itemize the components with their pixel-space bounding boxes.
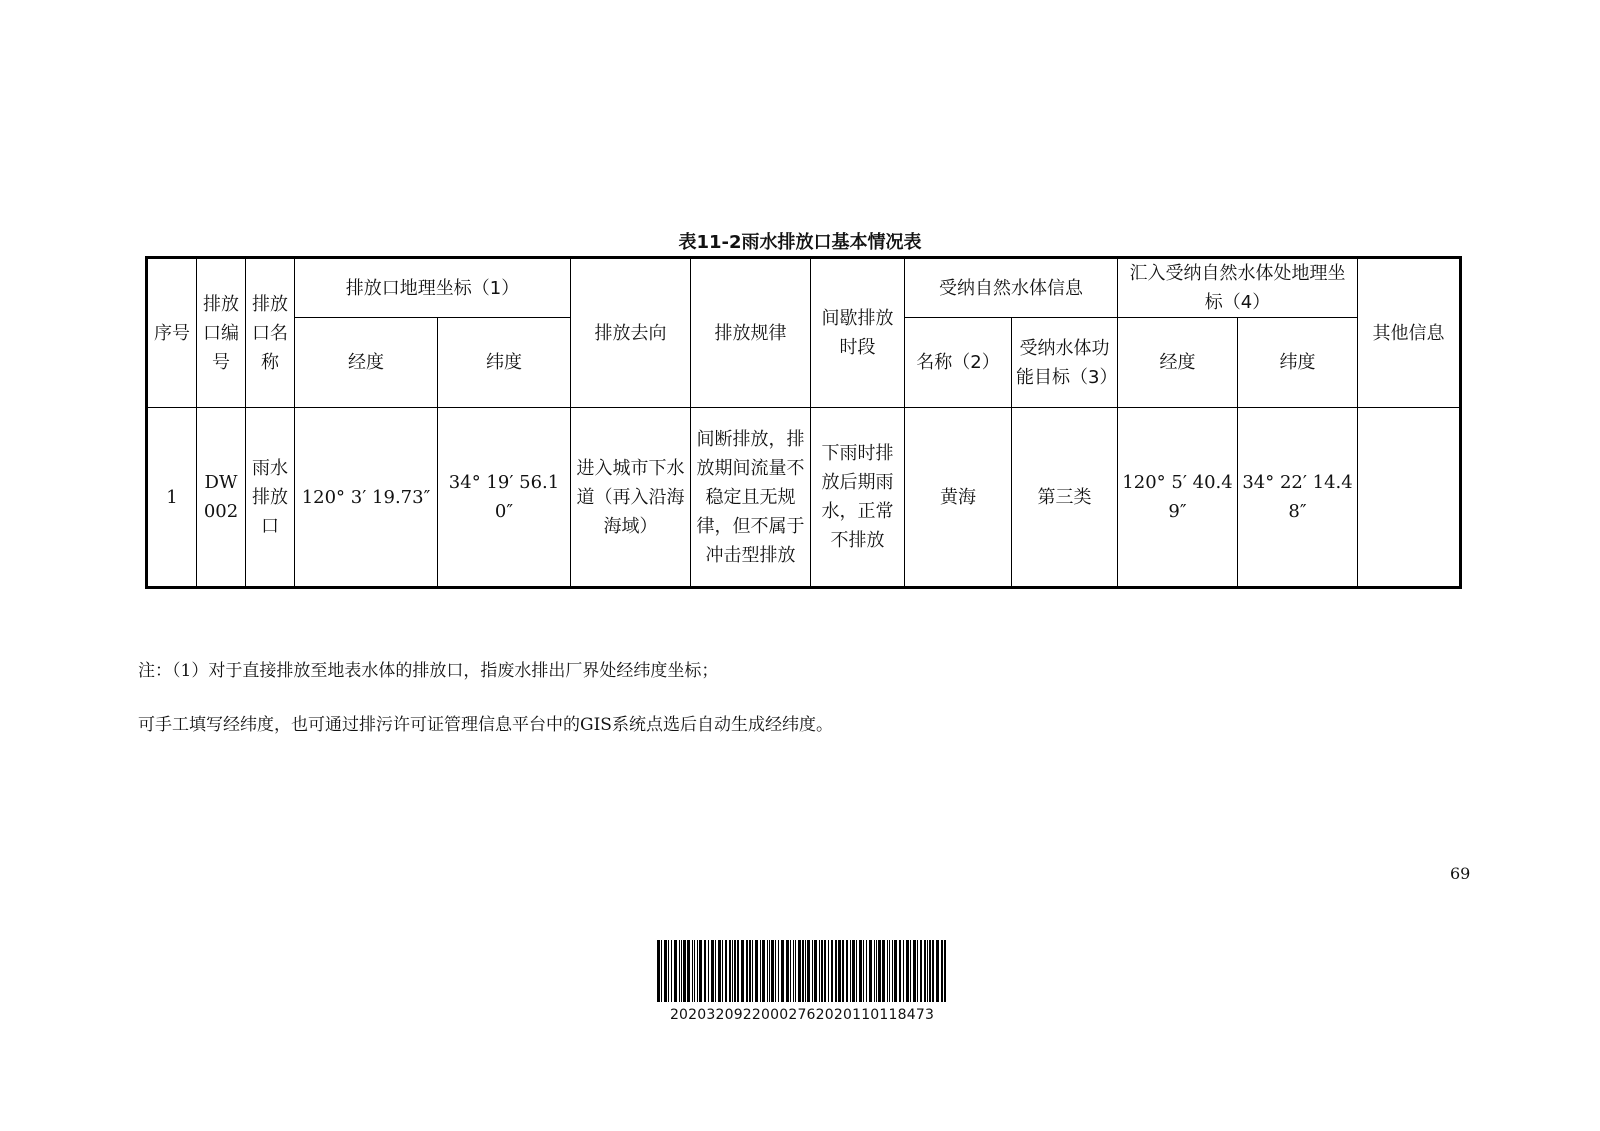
barcode-bar (899, 940, 901, 1002)
barcode-bar (715, 940, 716, 1002)
page-number: 69 (1450, 864, 1471, 883)
barcode-bar (866, 940, 867, 1002)
barcode-bar (876, 940, 877, 1002)
barcode-bar (856, 940, 857, 1002)
barcode-bar (760, 940, 761, 1002)
barcode-bar (681, 940, 682, 1002)
barcode-bar (882, 940, 885, 1002)
cell-seq: 1 (147, 408, 197, 588)
header-intermittent-period: 间歇排放时段 (811, 258, 905, 408)
barcode-bar (850, 940, 851, 1002)
barcode-bar (752, 940, 753, 1002)
barcode-bar (790, 940, 791, 1002)
barcode-bar (661, 940, 662, 1002)
barcode-bar (906, 940, 909, 1002)
barcode-bar (657, 940, 660, 1002)
cell-outlet-name: 雨水排放口 (246, 408, 295, 588)
barcode-bar (941, 940, 943, 1002)
header-inflow-longitude: 经度 (1118, 318, 1238, 408)
barcode-bar (795, 940, 796, 1002)
barcode-bar (767, 940, 768, 1002)
barcode-bar (679, 940, 680, 1002)
header-row-1 (147, 258, 1461, 318)
barcode-bar (821, 940, 823, 1002)
barcode-bar (903, 940, 904, 1002)
barcode-bar (668, 940, 669, 1002)
cell-intermittent-period: 下雨时排放后期雨水，正常不排放 (811, 408, 905, 588)
barcode-bar (807, 940, 810, 1002)
barcode-bar (910, 940, 911, 1002)
barcode-bar (762, 940, 765, 1002)
cell-inflow-longitude: 120° 5′ 40.49″ (1118, 408, 1238, 588)
header-seq: 序号 (147, 258, 197, 408)
barcode-bar (704, 940, 706, 1002)
barcode-bar (846, 940, 848, 1002)
barcode-bar (842, 940, 844, 1002)
barcode-bar (683, 940, 686, 1002)
barcode-bar (805, 940, 806, 1002)
barcode-bar (835, 940, 837, 1002)
barcode-bar (741, 940, 744, 1002)
barcode-bar (711, 940, 714, 1002)
barcode-bar (694, 940, 695, 1002)
barcode-bar (722, 940, 723, 1002)
header-longitude: 经度 (295, 318, 438, 408)
barcode-bar (824, 940, 826, 1002)
barcode-bar (749, 940, 751, 1002)
header-latitude: 纬度 (438, 318, 571, 408)
barcode-bar (917, 940, 918, 1002)
note-line-2: 可手工填写经纬度，也可通过排污许可证管理信息平台中的GIS系统点选后自动生成经纬度。 (138, 715, 833, 735)
cell-direction: 进入城市下水道（再入沿海海域） (571, 408, 691, 588)
barcode-bar (775, 940, 776, 1002)
barcode-bar (802, 940, 804, 1002)
barcode-bar (920, 940, 922, 1002)
barcode-bar (732, 940, 733, 1002)
barcode-bar (771, 940, 774, 1002)
barcode-bar (786, 940, 789, 1002)
cell-other (1358, 408, 1461, 588)
barcode-bar (734, 940, 736, 1002)
barcode-bar (708, 940, 709, 1002)
cell-longitude: 120° 3′ 19.73″ (295, 408, 438, 588)
barcode-bar (692, 940, 693, 1002)
cell-inflow-latitude: 34° 22′ 14.48″ (1238, 408, 1358, 588)
barcode-bar (894, 940, 897, 1002)
header-inflow-coord: 汇入受纳自然水体处地理坐标（4） (1118, 258, 1358, 318)
header-outlet-name: 排放口名称 (246, 258, 295, 408)
header-outlet-code: 排放口编号 (197, 258, 246, 408)
barcode-bar (874, 940, 875, 1002)
cell-outlet-code: DW002 (197, 408, 246, 588)
barcode-bar (944, 940, 946, 1002)
cell-pattern: 间断排放，排放期间流量不稳定且无规律，但不属于冲击型排放 (691, 408, 811, 588)
barcode-bar (863, 940, 864, 1002)
barcode-graphic (657, 940, 947, 1002)
barcode-bar (699, 940, 702, 1002)
note-line-1: 注：（1）对于直接排放至地表水体的排放口，指废水排出厂界处经纬度坐标； (138, 661, 719, 681)
barcode-number: 20203209220002762020110118473 (669, 1007, 935, 1023)
header-direction: 排放去向 (571, 258, 691, 408)
header-receiving-water-info: 受纳自然水体信息 (905, 258, 1118, 318)
barcode-bar (814, 940, 817, 1002)
barcode-bar (932, 940, 934, 1002)
table-row (147, 408, 1461, 588)
barcode-bar (892, 940, 893, 1002)
barcode-bar (924, 940, 926, 1002)
barcode-bar (859, 940, 862, 1002)
table-caption: 表11-2雨水排放口基本情况表 (678, 232, 922, 253)
barcode-bar (697, 940, 698, 1002)
barcode-bar (729, 940, 731, 1002)
barcode-bar (852, 940, 855, 1002)
barcode-bar (674, 940, 677, 1002)
barcode-bar (819, 940, 820, 1002)
barcode-bar (869, 940, 872, 1002)
barcode-bar (887, 940, 888, 1002)
header-geo-coord: 排放口地理坐标（1） (295, 258, 571, 318)
header-other: 其他信息 (1358, 258, 1461, 408)
barcode-bar (936, 940, 939, 1002)
barcode-bar (812, 940, 813, 1002)
barcode-bar (927, 940, 928, 1002)
barcode-bar (687, 940, 690, 1002)
barcode-bar (929, 940, 931, 1002)
cell-latitude: 34° 19′ 56.10″ (438, 408, 571, 588)
header-pattern: 排放规律 (691, 258, 811, 408)
header-water-function: 受纳水体功能目标（3） (1012, 318, 1118, 408)
barcode-bar (831, 940, 833, 1002)
barcode-bar (889, 940, 890, 1002)
cell-water-function: 第三类 (1012, 408, 1118, 588)
barcode-bar (718, 940, 721, 1002)
barcode-bar (769, 940, 770, 1002)
barcode-bar (746, 940, 748, 1002)
barcode-bar (725, 940, 727, 1002)
header-inflow-latitude: 纬度 (1238, 318, 1358, 408)
rain-outlet-table (145, 256, 1462, 589)
barcode-bar (664, 940, 667, 1002)
barcode-bar (793, 940, 794, 1002)
barcode-bar (755, 940, 758, 1002)
barcode-bar (828, 940, 829, 1002)
header-water-name: 名称（2） (905, 318, 1012, 408)
barcode-bar (671, 940, 672, 1002)
barcode-bar (878, 940, 881, 1002)
barcode-bar (838, 940, 841, 1002)
barcode-bar (781, 940, 784, 1002)
barcode-bar (737, 940, 739, 1002)
barcode-bar (778, 940, 779, 1002)
barcode-bar (798, 940, 801, 1002)
cell-water-name: 黄海 (905, 408, 1012, 588)
barcode-bar (913, 940, 916, 1002)
